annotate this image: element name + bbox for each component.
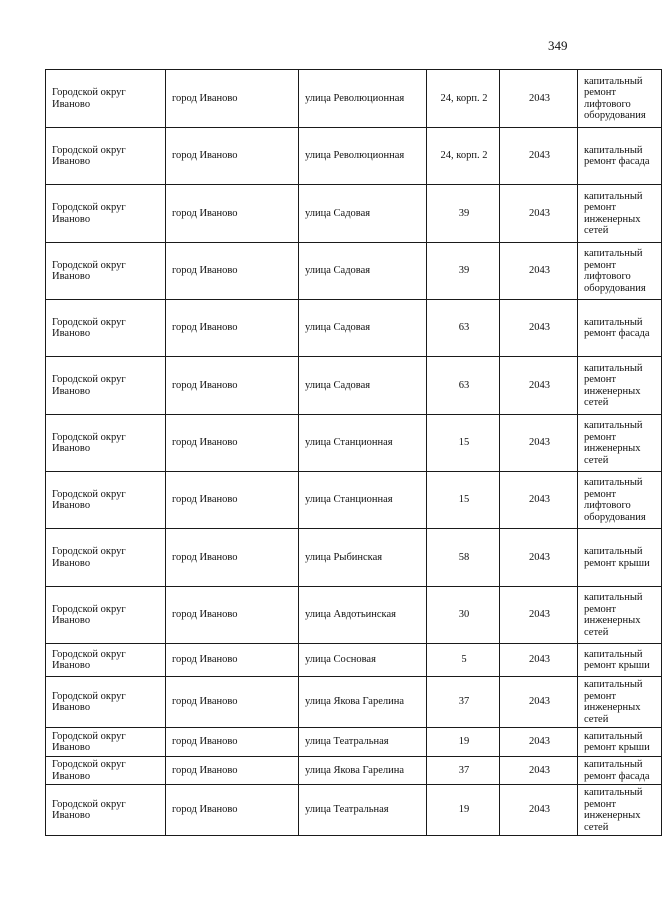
- cell-municipality: Городской округ Иваново: [46, 728, 166, 757]
- cell-year: 2043: [500, 728, 578, 757]
- cell-house-number: 63: [427, 300, 500, 357]
- cell-locality: город Иваново: [166, 128, 299, 185]
- table-row: [46, 128, 662, 185]
- cell-municipality: Городской округ Иваново: [46, 472, 166, 529]
- cell-street: улица Революционная: [299, 70, 427, 128]
- cell-municipality: Городской округ Иваново: [46, 785, 166, 836]
- cell-municipality: Городской округ Иваново: [46, 677, 166, 728]
- cell-locality: город Иваново: [166, 243, 299, 300]
- cell-work-type: капитальный ремонт фасада: [578, 300, 662, 357]
- table-row: [46, 472, 662, 529]
- table-row: [46, 70, 662, 128]
- cell-year: 2043: [500, 128, 578, 185]
- table-row: [46, 243, 662, 300]
- table-row: [46, 644, 662, 677]
- cell-house-number: 58: [427, 529, 500, 587]
- cell-street: улица Садовая: [299, 243, 427, 300]
- table-row: [46, 357, 662, 415]
- cell-year: 2043: [500, 644, 578, 677]
- cell-locality: город Иваново: [166, 185, 299, 243]
- cell-work-type: капитальный ремонт инженерных сетей: [578, 415, 662, 472]
- cell-year: 2043: [500, 185, 578, 243]
- table-row: [46, 529, 662, 587]
- cell-year: 2043: [500, 677, 578, 728]
- cell-street: улица Садовая: [299, 300, 427, 357]
- cell-locality: город Иваново: [166, 300, 299, 357]
- table-row: [46, 587, 662, 644]
- table-row: [46, 300, 662, 357]
- cell-work-type: капитальный ремонт инженерных сетей: [578, 785, 662, 836]
- cell-street: улица Театральная: [299, 728, 427, 757]
- cell-year: 2043: [500, 472, 578, 529]
- cell-year: 2043: [500, 587, 578, 644]
- cell-municipality: Городской округ Иваново: [46, 357, 166, 415]
- cell-work-type: капитальный ремонт лифтового оборудования: [578, 243, 662, 300]
- cell-year: 2043: [500, 529, 578, 587]
- cell-year: 2043: [500, 357, 578, 415]
- cell-municipality: Городской округ Иваново: [46, 587, 166, 644]
- cell-street: улица Садовая: [299, 185, 427, 243]
- cell-municipality: Городской округ Иваново: [46, 243, 166, 300]
- cell-street: улица Театральная: [299, 785, 427, 836]
- cell-year: 2043: [500, 757, 578, 785]
- cell-municipality: Городской округ Иваново: [46, 529, 166, 587]
- cell-street: улица Станционная: [299, 415, 427, 472]
- cell-work-type: капитальный ремонт крыши: [578, 529, 662, 587]
- cell-house-number: 5: [427, 644, 500, 677]
- cell-house-number: 30: [427, 587, 500, 644]
- cell-municipality: Городской округ Иваново: [46, 757, 166, 785]
- cell-house-number: 63: [427, 357, 500, 415]
- cell-year: 2043: [500, 785, 578, 836]
- cell-house-number: 19: [427, 728, 500, 757]
- cell-street: улица Рыбинская: [299, 529, 427, 587]
- cell-work-type: капитальный ремонт крыши: [578, 644, 662, 677]
- cell-locality: город Иваново: [166, 785, 299, 836]
- cell-locality: город Иваново: [166, 728, 299, 757]
- cell-municipality: Городской округ Иваново: [46, 644, 166, 677]
- cell-street: улица Якова Гарелина: [299, 757, 427, 785]
- cell-municipality: Городской округ Иваново: [46, 415, 166, 472]
- table-body: [46, 70, 662, 836]
- cell-street: улица Революционная: [299, 128, 427, 185]
- cell-year: 2043: [500, 300, 578, 357]
- page-number: 349: [548, 38, 568, 53]
- table-row: [46, 185, 662, 243]
- cell-house-number: 37: [427, 677, 500, 728]
- table-row: [46, 415, 662, 472]
- cell-locality: город Иваново: [166, 472, 299, 529]
- cell-locality: город Иваново: [166, 529, 299, 587]
- cell-work-type: капитальный ремонт лифтового оборудования: [578, 70, 662, 128]
- cell-street: улица Сосновая: [299, 644, 427, 677]
- cell-locality: город Иваново: [166, 357, 299, 415]
- repair-schedule-table: [45, 69, 662, 836]
- cell-work-type: капитальный ремонт инженерных сетей: [578, 587, 662, 644]
- cell-locality: город Иваново: [166, 415, 299, 472]
- cell-house-number: 19: [427, 785, 500, 836]
- table-row: [46, 677, 662, 728]
- cell-house-number: 39: [427, 185, 500, 243]
- cell-street: улица Садовая: [299, 357, 427, 415]
- cell-house-number: 39: [427, 243, 500, 300]
- cell-house-number: 15: [427, 472, 500, 529]
- cell-locality: город Иваново: [166, 757, 299, 785]
- table-row: [46, 785, 662, 836]
- cell-house-number: 15: [427, 415, 500, 472]
- cell-municipality: Городской округ Иваново: [46, 300, 166, 357]
- cell-house-number: 37: [427, 757, 500, 785]
- cell-locality: город Иваново: [166, 677, 299, 728]
- cell-municipality: Городской округ Иваново: [46, 128, 166, 185]
- cell-work-type: капитальный ремонт инженерных сетей: [578, 677, 662, 728]
- cell-work-type: капитальный ремонт фасада: [578, 757, 662, 785]
- cell-house-number: 24, корп. 2: [427, 128, 500, 185]
- table-row: [46, 728, 662, 757]
- cell-street: улица Якова Гарелина: [299, 677, 427, 728]
- cell-house-number: 24, корп. 2: [427, 70, 500, 128]
- cell-locality: город Иваново: [166, 70, 299, 128]
- cell-year: 2043: [500, 415, 578, 472]
- cell-street: улица Станционная: [299, 472, 427, 529]
- cell-street: улица Авдотьинская: [299, 587, 427, 644]
- cell-work-type: капитальный ремонт фасада: [578, 128, 662, 185]
- cell-locality: город Иваново: [166, 587, 299, 644]
- cell-municipality: Городской округ Иваново: [46, 70, 166, 128]
- cell-work-type: капитальный ремонт инженерных сетей: [578, 185, 662, 243]
- cell-work-type: капитальный ремонт лифтового оборудования: [578, 472, 662, 529]
- cell-work-type: капитальный ремонт инженерных сетей: [578, 357, 662, 415]
- cell-municipality: Городской округ Иваново: [46, 185, 166, 243]
- cell-year: 2043: [500, 243, 578, 300]
- cell-work-type: капитальный ремонт крыши: [578, 728, 662, 757]
- table-row: [46, 757, 662, 785]
- cell-year: 2043: [500, 70, 578, 128]
- cell-locality: город Иваново: [166, 644, 299, 677]
